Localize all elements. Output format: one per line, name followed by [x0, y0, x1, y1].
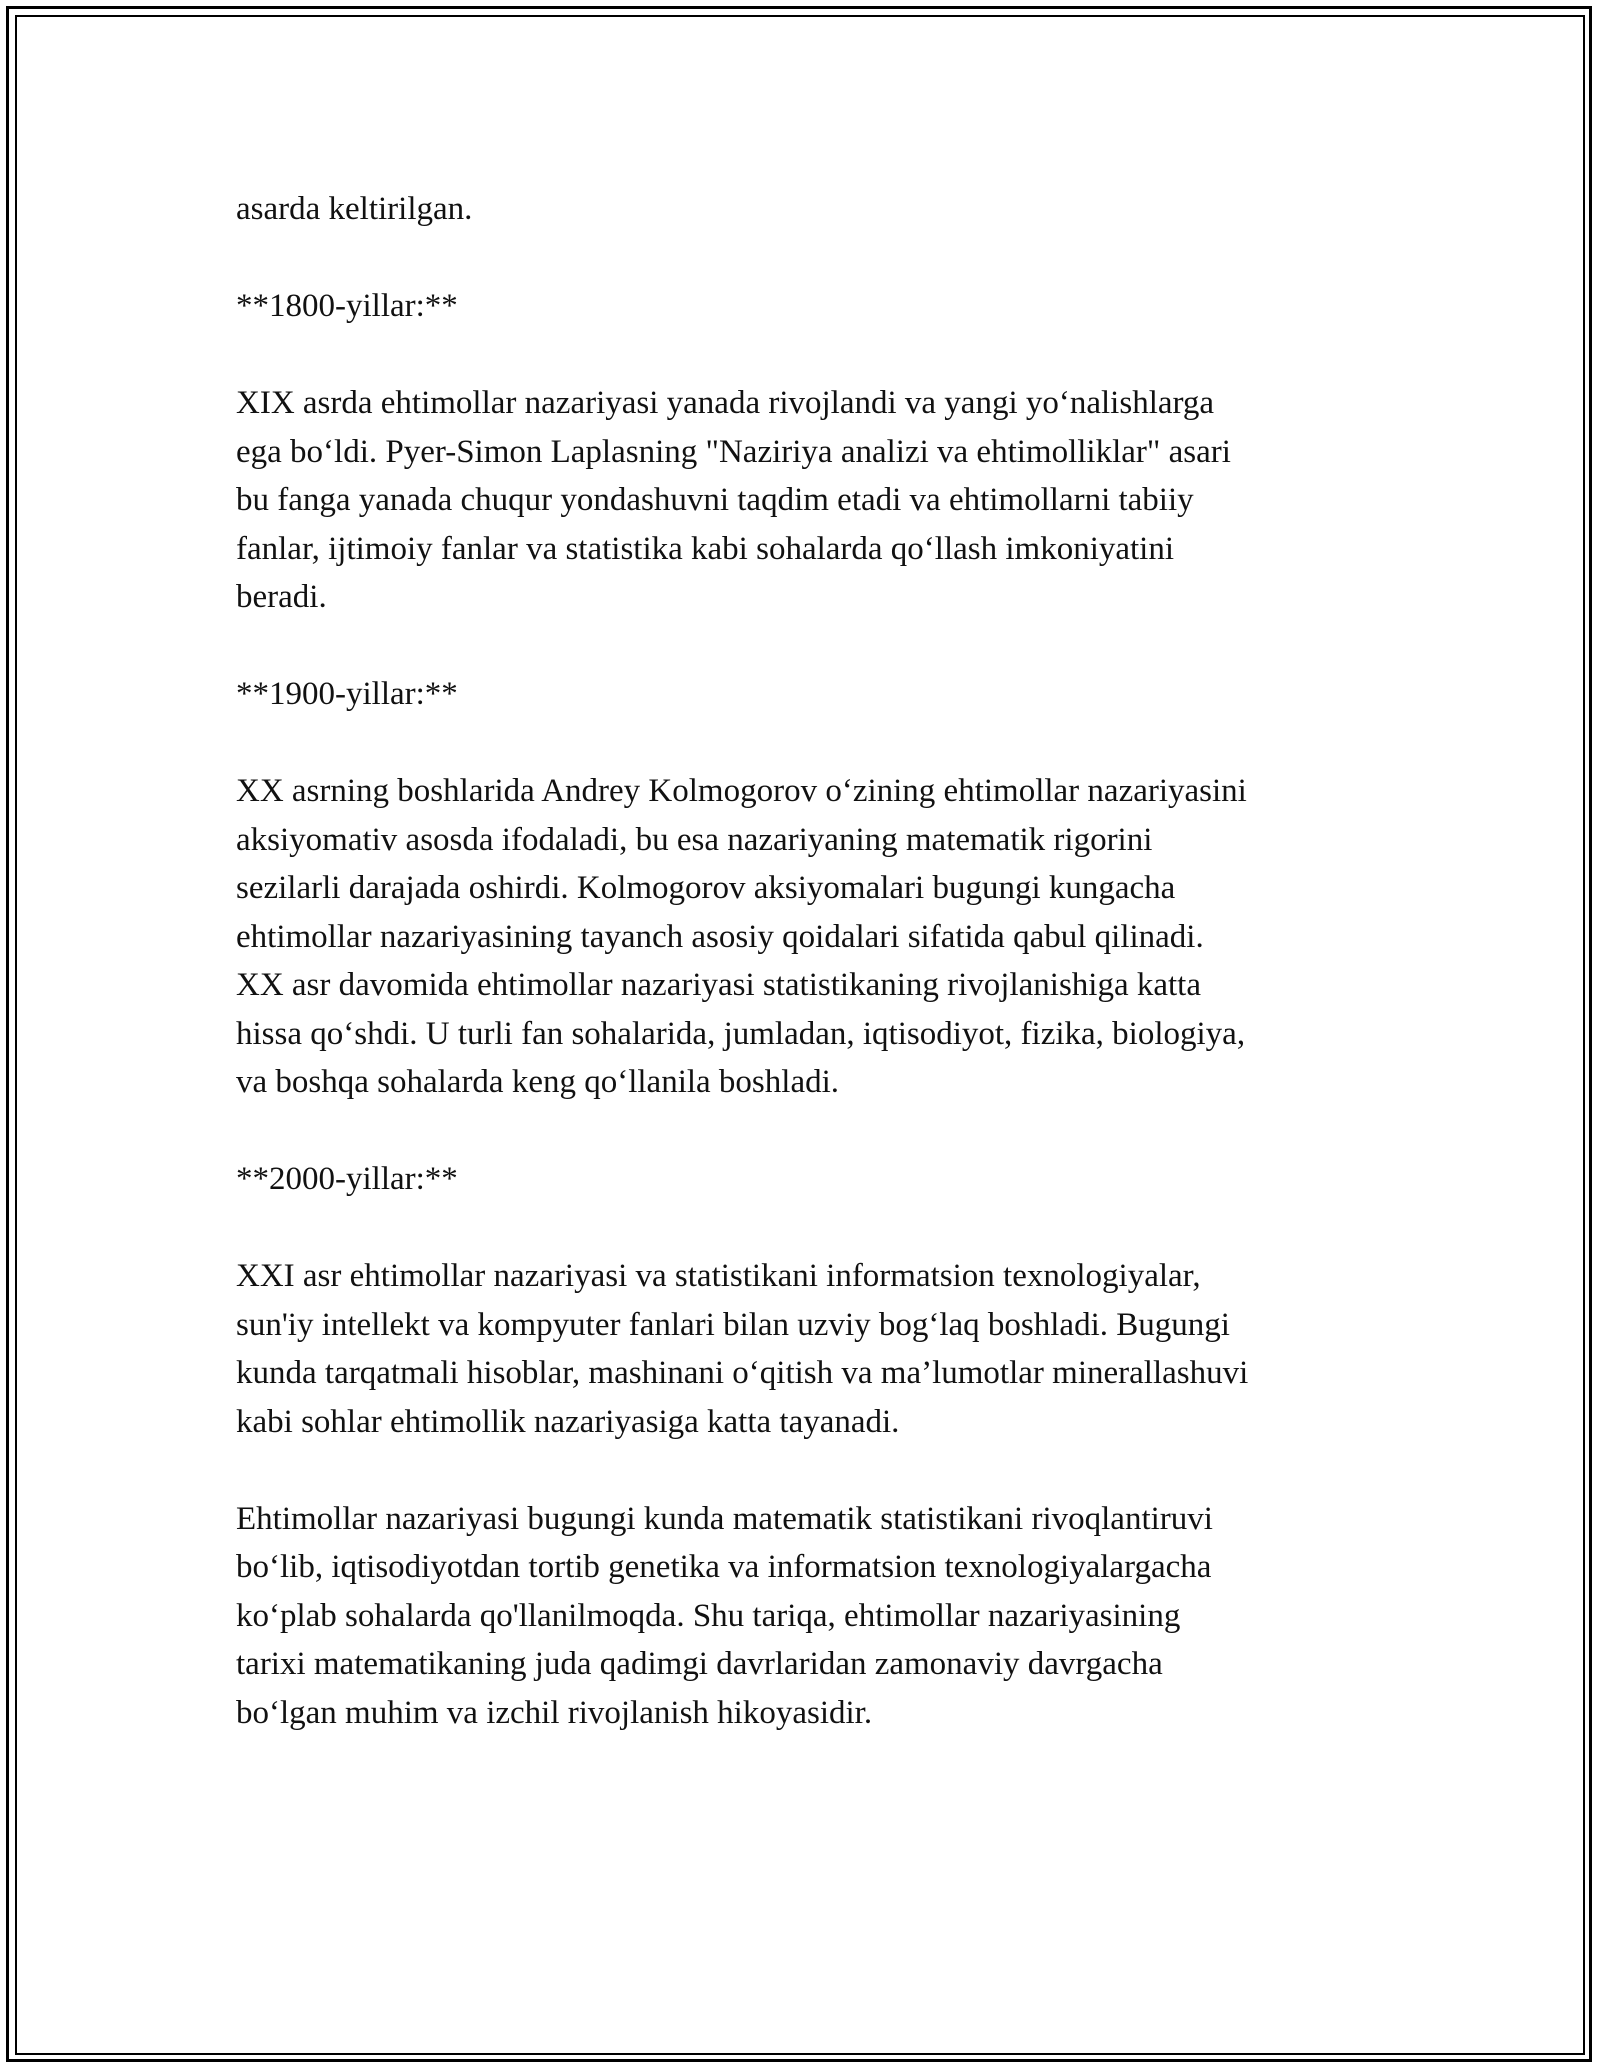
document-body — [236, 185, 1376, 1737]
paragraph-conclusion: Ehtimollar nazariyasi bugungi kunda matematik statistikani rivoqlantiruvi bo‘lib, iqtisodiyotdan tortib genetika va informatsion texnologiyalargacha ko‘plab sohalarda qo'llanilmoqda. Shu tariqa, ehtimollar nazariyasining tarixi matematikaning juda qadimgi davrlaridan zamonaviy davrgacha bo‘lgan muhim va izchil rivojlanish hikoyasidir. — [236, 1500, 1213, 1731]
section-heading-2000: **2000-yillar:** — [236, 1161, 458, 1197]
section-heading-1900: **1900-yillar:** — [236, 676, 458, 712]
paragraph-2000: XXI asr ehtimollar nazariyasi va statistikani informatsion texnologiyalar, sun'iy intellekt va kompyuter fanlari bilan uzviy bog‘laq boshladi. Bugungi kunda tarqatmali hisoblar, mashinani o‘qitish va ma’lumotlar minerallashuvi kabi sohlar ehtimollik nazariyasiga katta tayanadi. — [236, 1258, 1249, 1440]
paragraph-1900: XX asrning boshlarida Andrey Kolmogorov o‘zining ehtimollar nazariyasini aksiyomativ asosda ifodaladi, bu esa nazariyaning matematik rigorini sezilarli darajada oshirdi. Kolmogorov aksiyomalari bugungi kungacha ehtimollar nazariyasining tayanch asosiy qoidalari sifatida qabul qilinadi. XX asr davomida ehtimollar nazariyasi statistikaning rivojlanishiga katta hissa qo‘shdi. U turli fan sohalarida, jumladan, iqtisodiyot, fizika, biologiya, va boshqa sohalarda keng qo‘llanila boshladi. — [236, 773, 1247, 1100]
paragraph-1800: XIX asrda ehtimollar nazariyasi yanada rivojlandi va yangi yo‘nalishlarga ega bo‘ldi. Pyer-Simon Laplasning "Naziriya analizi va ehtimolliklar" asari bu fanga yanada chuqur yondashuvni taqdim etadi va ehtimollarni tabiiy fanlar, ijtimoiy fanlar va statistika kabi sohalarda qo‘llash imkoniyatini beradi. — [236, 385, 1231, 615]
section-heading-1800: **1800-yillar:** — [236, 288, 458, 324]
paragraph-continuation: asarda keltirilgan. — [236, 191, 473, 227]
